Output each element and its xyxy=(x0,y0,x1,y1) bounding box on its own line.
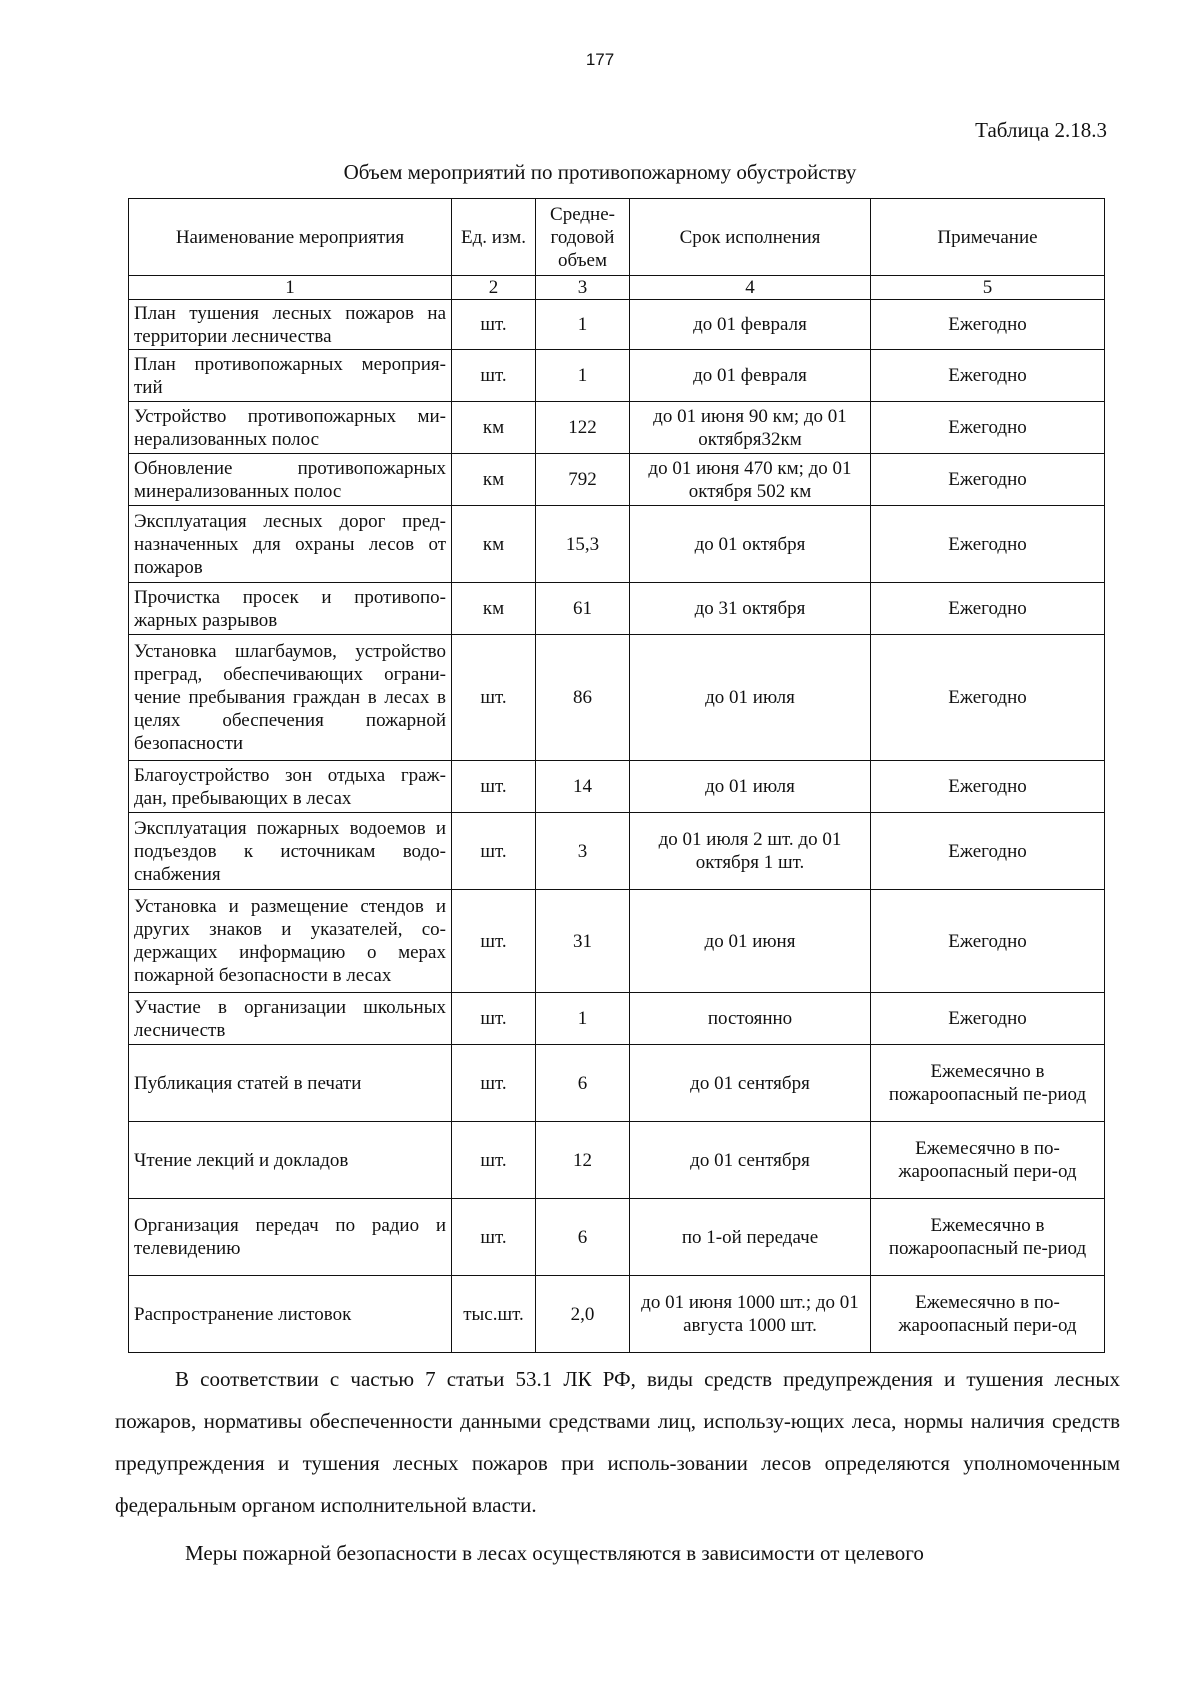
cell-note: Ежемесячно в пожароопасный пе-риод xyxy=(871,1045,1105,1122)
cell-volume: 1 xyxy=(536,350,630,402)
cell-term: до 01 июля 2 шт. до 01 октября 1 шт. xyxy=(630,813,871,890)
cell-name: Распространение листовок xyxy=(129,1276,452,1353)
cell-volume: 3 xyxy=(536,813,630,890)
table-row xyxy=(129,1276,1105,1353)
cell-term: до 01 июля xyxy=(630,761,871,813)
table-row xyxy=(129,583,1105,635)
cell-name: Благоустройство зон отдыха граж-дан, пребывающих в лесах xyxy=(129,761,452,813)
cell-volume: 31 xyxy=(536,890,630,993)
table-row xyxy=(129,761,1105,813)
cell-note: Ежегодно xyxy=(871,890,1105,993)
cell-name: Устройство противопожарных ми-нерализованных полос xyxy=(129,402,452,454)
cell-term: до 01 июня 90 км; до 01 октября32км xyxy=(630,402,871,454)
cell-volume: 2,0 xyxy=(536,1276,630,1353)
cell-note: Ежемесячно в по-жароопасный пери-од xyxy=(871,1122,1105,1199)
cell-note: Ежегодно xyxy=(871,300,1105,350)
body-paragraph-1: В соответствии с частью 7 статьи 53.1 ЛК РФ, виды средств предупреждения и тушения лесных пожаров, нормативы обеспеченности данными средствами лиц, использу-ющих леса, нормы наличия средств предупреждения и тушения лесных пожаров при исполь-зовании лесов определяются уполномоченным федеральным органом исполнительной власти. xyxy=(115,1367,1120,1517)
cell-name: Установка шлагбаумов, устройство преград, обеспечивающих ограни-чение пребывания граждан в лесах в целях обеспечения пожарной безопасности xyxy=(129,635,452,761)
cell-volume: 122 xyxy=(536,402,630,454)
table-row xyxy=(129,300,1105,350)
table-row xyxy=(129,1199,1105,1276)
cell-name: Прочистка просек и противопо-жарных разрывов xyxy=(129,583,452,635)
cell-term: до 01 февраля xyxy=(630,300,871,350)
table-title: Объем мероприятий по противопожарному обустройству xyxy=(343,160,857,184)
table-header-row xyxy=(129,199,1105,276)
cell-unit: шт. xyxy=(452,1122,536,1199)
cell-note: Ежегодно xyxy=(871,350,1105,402)
header-note: Примечание xyxy=(871,199,1105,276)
table-row xyxy=(129,1122,1105,1199)
cell-unit: тыс.шт. xyxy=(452,1276,536,1353)
cell-term: до 01 февраля xyxy=(630,350,871,402)
table-row xyxy=(129,813,1105,890)
cell-unit: шт. xyxy=(452,1045,536,1122)
cell-unit: шт. xyxy=(452,300,536,350)
table-row xyxy=(129,454,1105,506)
table-row xyxy=(129,635,1105,761)
cell-volume: 1 xyxy=(536,993,630,1045)
cell-term: до 01 октября xyxy=(630,506,871,583)
cell-name: Установка и размещение стендов и других знаков и указателей, со-держащих информацию о мерах пожарной безопасности в лесах xyxy=(129,890,452,993)
cell-note: Ежемесячно в по-жароопасный пери-од xyxy=(871,1276,1105,1353)
table-row xyxy=(129,350,1105,402)
cell-note: Ежегодно xyxy=(871,454,1105,506)
cell-name: Организация передач по радио и телевидению xyxy=(129,1199,452,1276)
cell-note: Ежегодно xyxy=(871,402,1105,454)
cell-volume: 1 xyxy=(536,300,630,350)
column-number: 5 xyxy=(871,276,1105,300)
cell-term: до 01 сентября xyxy=(630,1122,871,1199)
cell-term: до 01 июня xyxy=(630,890,871,993)
cell-unit: шт. xyxy=(452,350,536,402)
header-unit: Ед. изм. xyxy=(452,199,536,276)
cell-unit: шт. xyxy=(452,890,536,993)
cell-name: Обновление противопожарных минерализованных полос xyxy=(129,454,452,506)
cell-name: План тушения лесных пожаров на территории лесничества xyxy=(129,300,452,350)
column-number: 1 xyxy=(129,276,452,300)
cell-name: Чтение лекций и докладов xyxy=(129,1122,452,1199)
cell-volume: 6 xyxy=(536,1045,630,1122)
table-row xyxy=(129,506,1105,583)
cell-name: Эксплуатация лесных дорог пред-назначенных для охраны лесов от пожаров xyxy=(129,506,452,583)
cell-term: до 01 июня 1000 шт.; до 01 августа 1000 шт. xyxy=(630,1276,871,1353)
column-number: 4 xyxy=(630,276,871,300)
cell-note: Ежегодно xyxy=(871,761,1105,813)
cell-name: План противопожарных мероприя-тий xyxy=(129,350,452,402)
cell-volume: 792 xyxy=(536,454,630,506)
header-name: Наименование мероприятия xyxy=(129,199,452,276)
table-row xyxy=(129,993,1105,1045)
cell-volume: 12 xyxy=(536,1122,630,1199)
cell-term: постоянно xyxy=(630,993,871,1045)
cell-term: до 31 октября xyxy=(630,583,871,635)
column-number: 3 xyxy=(536,276,630,300)
cell-unit: км xyxy=(452,506,536,583)
table-row xyxy=(129,402,1105,454)
cell-unit: км xyxy=(452,583,536,635)
cell-term: до 01 июня 470 км; до 01 октября 502 км xyxy=(630,454,871,506)
cell-name: Участие в организации школьных лесничеств xyxy=(129,993,452,1045)
table-row xyxy=(129,1045,1105,1122)
measures-table xyxy=(128,198,1105,1353)
cell-note: Ежегодно xyxy=(871,813,1105,890)
table-label: Таблица 2.18.3 xyxy=(975,118,1107,142)
page-number: 177 xyxy=(585,50,615,69)
cell-unit: шт. xyxy=(452,813,536,890)
body-paragraph-2: Меры пожарной безопасности в лесах осуществляются в зависимости от целевого xyxy=(185,1541,924,1565)
table-row xyxy=(129,890,1105,993)
cell-term: по 1-ой передаче xyxy=(630,1199,871,1276)
cell-name: Публикация статей в печати xyxy=(129,1045,452,1122)
cell-unit: км xyxy=(452,402,536,454)
column-number-row xyxy=(129,276,1105,300)
cell-volume: 61 xyxy=(536,583,630,635)
column-number: 2 xyxy=(452,276,536,300)
cell-unit: км xyxy=(452,454,536,506)
header-term: Срок исполнения xyxy=(630,199,871,276)
cell-unit: шт. xyxy=(452,993,536,1045)
cell-term: до 01 сентября xyxy=(630,1045,871,1122)
cell-note: Ежегодно xyxy=(871,993,1105,1045)
cell-name: Эксплуатация пожарных водоемов и подъездов к источникам водо-снабжения xyxy=(129,813,452,890)
cell-note: Ежемесячно в пожароопасный пе-риод xyxy=(871,1199,1105,1276)
cell-volume: 14 xyxy=(536,761,630,813)
cell-note: Ежегодно xyxy=(871,583,1105,635)
cell-volume: 15,3 xyxy=(536,506,630,583)
cell-volume: 6 xyxy=(536,1199,630,1276)
cell-note: Ежегодно xyxy=(871,506,1105,583)
cell-note: Ежегодно xyxy=(871,635,1105,761)
cell-term: до 01 июля xyxy=(630,635,871,761)
cell-unit: шт. xyxy=(452,761,536,813)
cell-volume: 86 xyxy=(536,635,630,761)
cell-unit: шт. xyxy=(452,635,536,761)
cell-unit: шт. xyxy=(452,1199,536,1276)
header-volume: Средне-годовой объем xyxy=(536,199,630,276)
